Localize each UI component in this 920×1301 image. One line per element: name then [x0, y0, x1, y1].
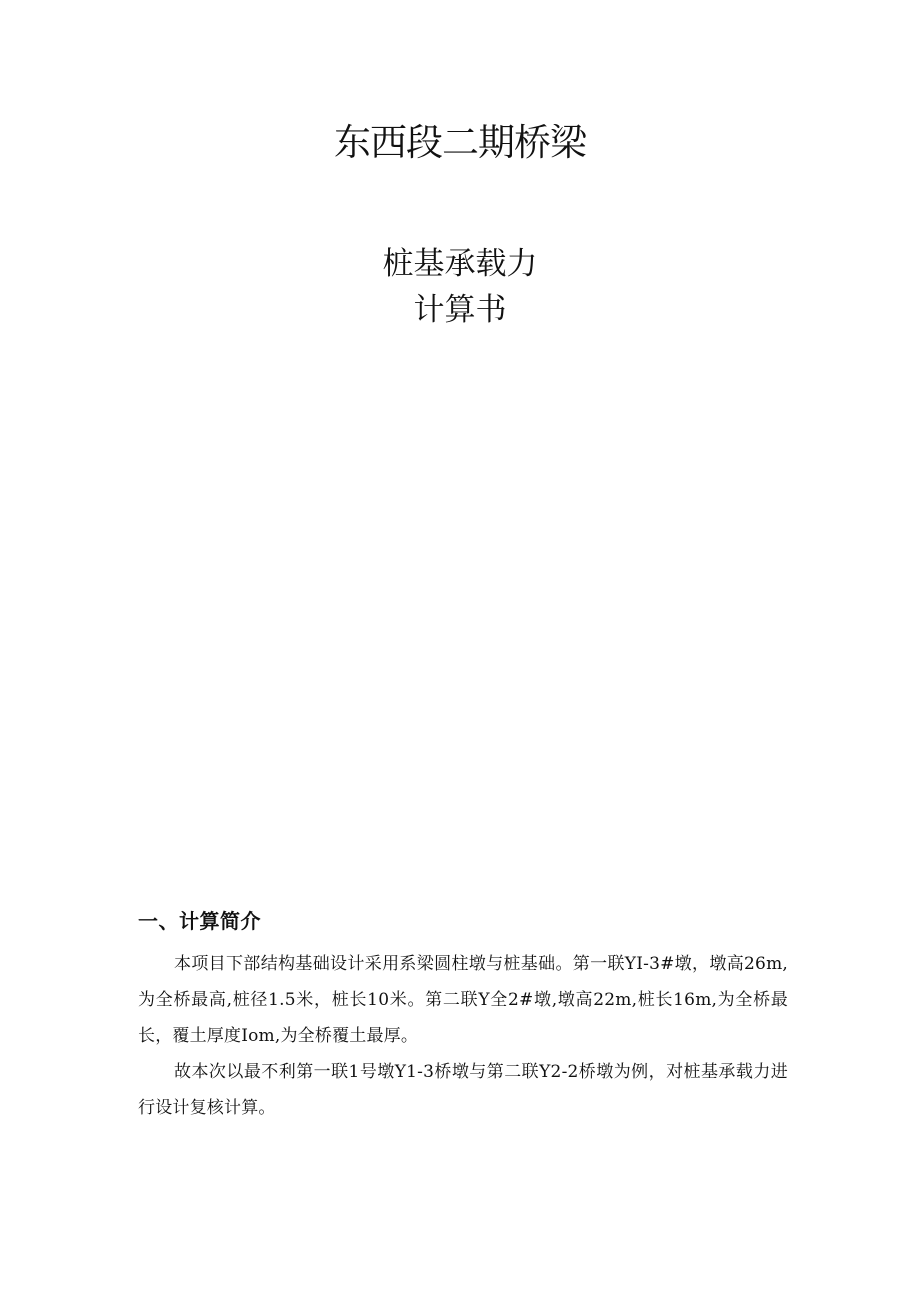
section-heading: 一、计算简介 — [138, 909, 261, 933]
calculation-intro-section — [138, 906, 788, 1126]
document-subtitle-line-1: 桩基承载力 — [382, 246, 538, 282]
page-title: 东西段二期桥梁 — [334, 121, 586, 164]
paragraph-calculation-scope: 故本次以最不利第一联1号墩Y1-3桥墩与第二联Y2-2桥墩为例，对桩基承载力进行设计复核计算。 — [138, 1062, 788, 1118]
document-subtitle-line-2: 计算书 — [413, 292, 507, 328]
paragraph-project-description: 本项目下部结构基础设计采用系梁圆柱墩与桩基础。第一联YI-3#墩，墩高26m,为全桥最高,桩径1.5米，桩长10米。第二联Y全2#墩,墩高22m,桩长16m,为全桥最长，覆土厚度Iom,为全桥覆土最厚。 — [138, 954, 788, 1046]
